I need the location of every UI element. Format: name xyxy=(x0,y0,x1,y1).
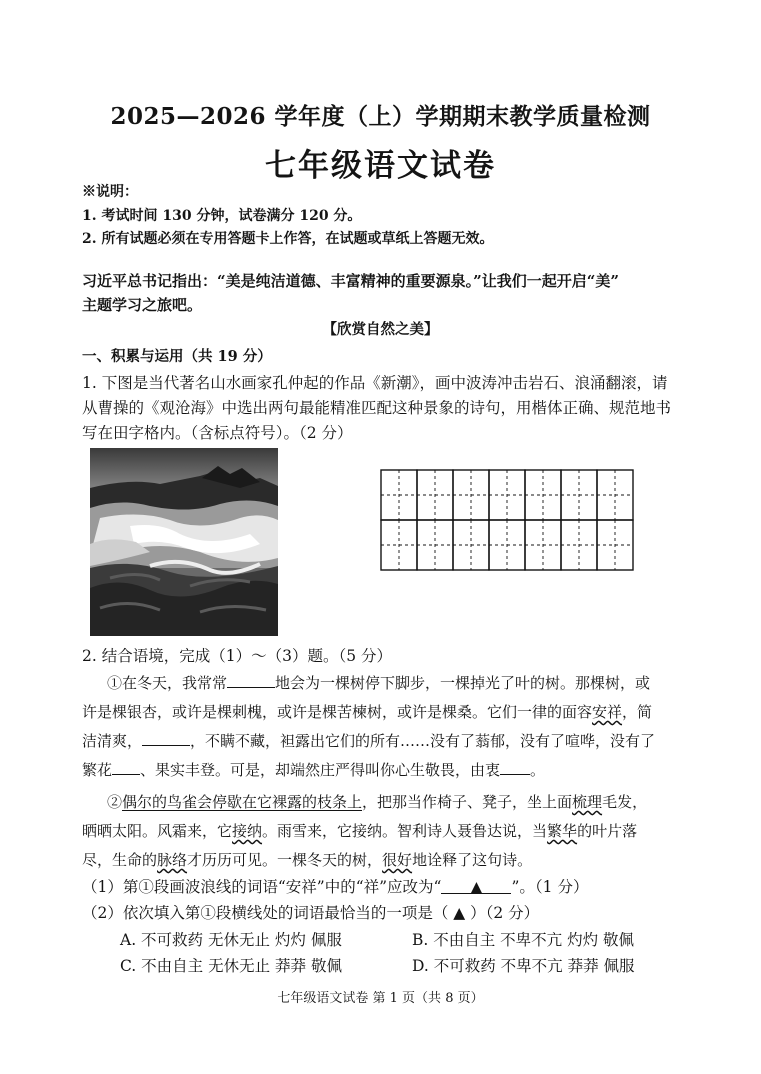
note-item-2: 2. 所有试题必须在专用答题卡上作答，在试题或草纸上答题无效。 xyxy=(82,231,494,247)
para1-line-1: ①在冬天，我常常 地会为一棵树停下脚步，一棵掉光了叶的树。那棵树，或 xyxy=(107,674,651,692)
notes-heading: ※说明： xyxy=(82,184,138,200)
para2-line-2: 晒晒太阳。风霜来，它接纳。雨雪来，它接纳。智利诗人聂鲁达说，当繁华的叶片落 xyxy=(82,822,638,840)
blank-1[interactable] xyxy=(227,672,275,688)
para1-line-3: 洁清爽， ，不瞒不藏，袒露出它们的所有……没有了蓊郁，没有了喧哗，没有了 xyxy=(82,732,656,750)
exam-subtitle: 七年级语文试卷 xyxy=(265,148,496,184)
intro-line-2: 主题学习之旅吧。 xyxy=(82,296,203,314)
option-b[interactable]: B. 不由自主 不卑不亢 灼灼 敬佩 xyxy=(412,931,635,949)
section-title: 【欣赏自然之美】 xyxy=(322,321,439,338)
tianzige-grid[interactable] xyxy=(380,469,636,571)
q1-line-2: 从曹操的《观沧海》中选出两句最能精准匹配这种景象的诗句，用楷体正确、规范地书 xyxy=(82,399,672,417)
note-item-1: 1. 考试时间 130 分钟，试卷满分 120 分。 xyxy=(82,208,362,224)
para2-line-1: ②偶尔的鸟雀会停歇在它裸露的枝条上，把那当作椅子、凳子，坐上面梳理毛发， xyxy=(107,793,648,811)
answer-blank-1[interactable] xyxy=(441,878,511,894)
q1-line-3: 写在田字格内。（含标点符号）。（2 分） xyxy=(82,424,353,442)
exam-title: 2025—2026 学年度（上）学期期末教学质量检测 xyxy=(110,103,651,130)
para2-line-3: 尽，生命的脉络才历历可见。一棵冬天的树，很好地诠释了这句诗。 xyxy=(82,851,533,869)
sub-question-1: （1）第①段画波浪线的词语“安祥”中的“祥”应改为“ ▲ ”。（1 分） xyxy=(82,878,589,896)
triangle-marker: ▲ xyxy=(470,878,483,896)
para1-line-4: 繁花 、果实丰登。可是，却端然庄严得叫你心生敬畏，由衷 。 xyxy=(82,761,546,779)
q1-line-1: 1. 下图是当代著名山水画家孔仲起的作品《新潮》，画中波涛冲击岩石、浪涌翻滚，请 xyxy=(82,374,668,392)
blank-3[interactable] xyxy=(112,759,140,775)
intro-line-1: 习近平总书记指出：“美是纯洁道德、丰富精神的重要源泉。”让我们一起开启“美” xyxy=(82,272,620,290)
part1-title: 一、积累与运用（共 19 分） xyxy=(82,348,272,365)
option-d[interactable]: D. 不可救药 不卑不亢 莽莽 佩服 xyxy=(412,957,635,975)
para1-line-2: 许是棵银杏，或许是棵刺槐，或许是棵苦楝树，或许是棵桑。它们一律的面容安祥，简 xyxy=(82,703,653,721)
option-a[interactable]: A. 不可救药 无休无止 灼灼 佩服 xyxy=(120,931,342,949)
seascape-painting xyxy=(90,448,278,636)
q2-stem: 2. 结合语境，完成（1）～（3）题。（5 分） xyxy=(82,647,392,665)
triangle-marker: ▲ xyxy=(453,904,466,922)
blank-4[interactable] xyxy=(500,759,530,775)
blank-2[interactable] xyxy=(142,730,190,746)
sub-question-2: （2）依次填入第①段横线处的词语最恰当的一项是（ ▲ ）（2 分） xyxy=(82,904,540,922)
page-footer: 七年级语文试卷 第 1 页（共 8 页） xyxy=(277,991,484,1006)
option-c[interactable]: C. 不由自主 无休无止 莽莽 敬佩 xyxy=(120,957,342,975)
